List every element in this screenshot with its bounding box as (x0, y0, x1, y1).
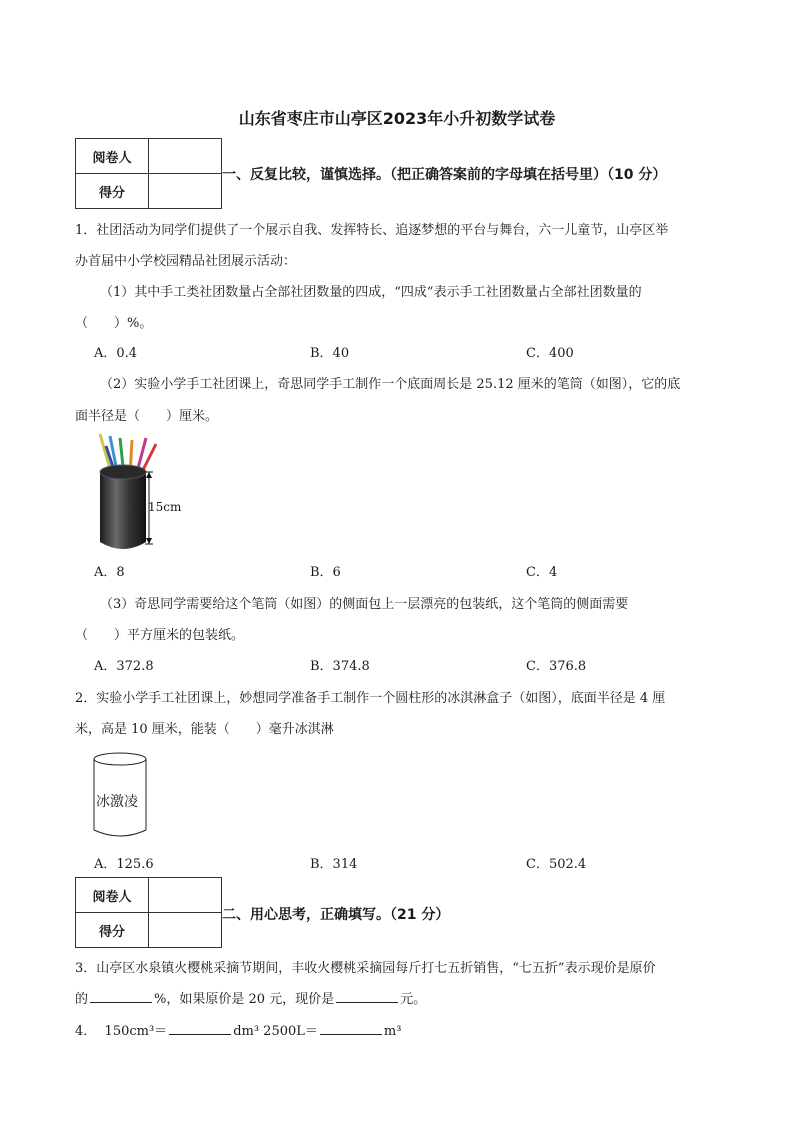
q2-line2: 米，高是 10 厘米，能装（ ）毫升冰淇淋 (75, 722, 334, 737)
q1-sub1-option-b: B．40 (310, 346, 350, 361)
figure-height-label: 15cm (148, 500, 182, 514)
pen-holder-figure (86, 432, 196, 556)
score-label: 得分 (76, 174, 149, 209)
q3-line2 (75, 988, 426, 1007)
score-box-1 (75, 138, 222, 209)
q1-sub2-option-b: B．6 (310, 565, 341, 580)
page-title: 山东省枣庄市山亭区2023年小升初数学试卷 (238, 109, 556, 128)
q4-blank-2 (320, 1022, 382, 1035)
q4-text-a: 150cm³＝ (104, 1024, 168, 1039)
score-box-2 (75, 877, 222, 948)
q3-blank-2 (336, 990, 398, 1003)
q1-sub1-line2: （ ）%。 (75, 316, 153, 331)
section-1-heading: 一、反复比较，谨慎选择。（把正确答案前的字母填在括号里）（10 分） (222, 167, 667, 183)
q1-sub3-option-b: B．374.8 (310, 659, 370, 674)
q2-option-a: A．125.6 (94, 857, 154, 872)
ice-cream-box-label: 冰激凌 (96, 794, 138, 810)
q3-blank-1 (90, 990, 152, 1003)
q2-line1: 2．实验小学手工社团课上，妙想同学准备手工制作一个圆柱形的冰淇淋盒子（如图），底面半径是 4 厘 (75, 691, 666, 706)
q1-sub3-line1: （3）奇思同学需要给这个笔筒（如图）的侧面包上一层漂亮的包装纸，这个笔筒的侧面需要 (100, 597, 629, 612)
q4-text-c: m³ (383, 1024, 402, 1039)
q1-sub2-line1: （2）实验小学手工社团课上，奇思同学手工制作一个底面周长是 25.12 厘米的笔筒（如图），它的底 (100, 377, 681, 392)
reviewer-cell (149, 139, 222, 174)
q4-text-b: dm³ 2500L＝ (233, 1024, 318, 1039)
q4-line (75, 1020, 401, 1039)
q1-sub3-line2: （ ）平方厘米的包装纸。 (75, 628, 245, 643)
q1-sub3-option-a: A．372.8 (94, 659, 154, 674)
reviewer-cell (149, 878, 222, 913)
q1-line2: 办首届中小学校园精品社团展示活动： (75, 254, 297, 269)
q3-text-a: 的 (75, 992, 89, 1007)
q1-sub1-option-c: C．400 (526, 346, 574, 361)
section-2-heading: 二、用心思考，正确填写。（21 分） (222, 907, 450, 923)
q1-sub1-line1: （1）其中手工类社团数量占全部社团数量的四成，“四成”表示手工社团数量占全部社团数量的 (100, 285, 642, 300)
q4-blank-1 (169, 1022, 231, 1035)
q1-sub3-option-c: C．376.8 (526, 659, 587, 674)
q1-sub2-option-c: C．4 (526, 565, 558, 580)
q3-line1: 3．山亭区水泉镇火樱桃采摘节期间，丰收火樱桃采摘园每斤打七五折销售，“七五折”表示现价是原价 (75, 961, 656, 976)
reviewer-label: 阅卷人 (76, 139, 149, 174)
q1-line1: 1．社团活动为同学们提供了一个展示自我、发挥特长、追逐梦想的平台与舞台，六一儿童节，山亭区举 (75, 223, 669, 238)
q1-sub2-option-a: A．8 (94, 565, 125, 580)
q1-sub1-option-a: A．0.4 (94, 346, 138, 361)
q2-option-c: C．502.4 (526, 857, 587, 872)
reviewer-label: 阅卷人 (76, 878, 149, 913)
q2-option-b: B．314 (310, 857, 358, 872)
score-cell (149, 174, 222, 209)
q3-text-b: %，如果原价是 20 元，现价是 (154, 992, 335, 1007)
q3-text-c: 元。 (400, 992, 427, 1007)
score-cell (149, 913, 222, 948)
q4-number: 4． (75, 1024, 97, 1039)
q1-sub2-line2: 面半径是（ ）厘米。 (75, 409, 219, 424)
score-label: 得分 (76, 913, 149, 948)
